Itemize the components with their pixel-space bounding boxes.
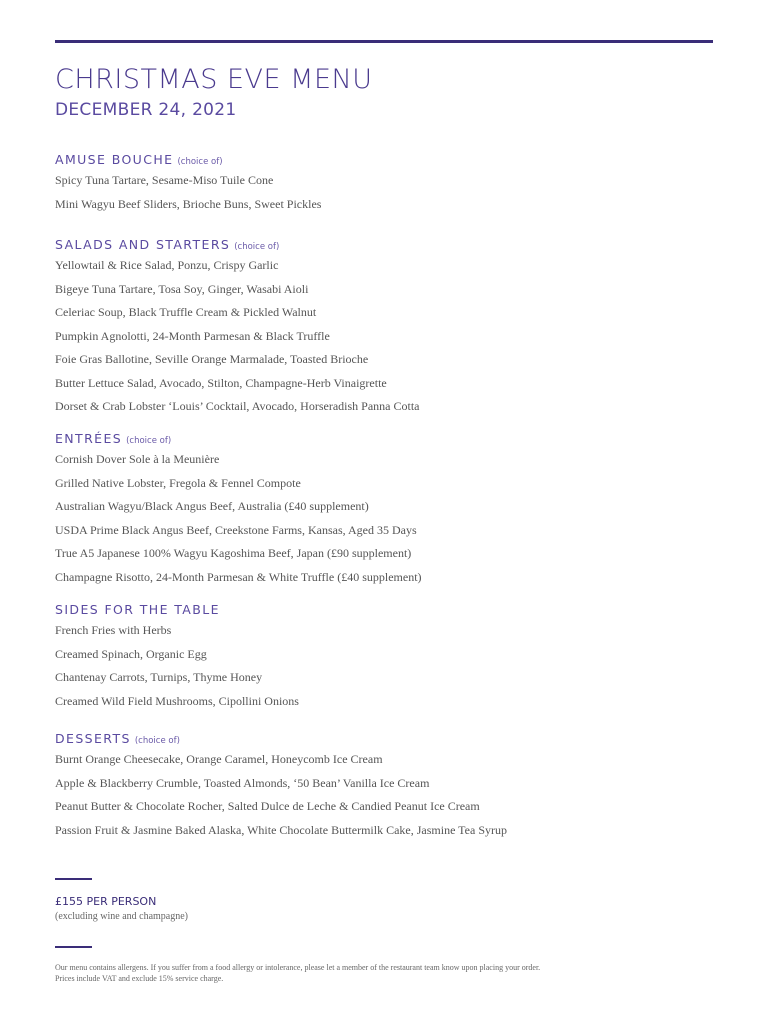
- section-amuse-bouche: [55, 151, 321, 218]
- section-note: (choice of): [177, 157, 223, 167]
- menu-item: Chantenay Carrots, Turnips, Thyme Honey: [55, 670, 263, 684]
- menu-item: USDA Prime Black Angus Beef, Creekstone Farms, Kansas, Aged 35 Days: [55, 522, 417, 537]
- menu-item: Bigeye Tuna Tartare, Tosa Soy, Ginger, Wasabi Aioli: [55, 281, 309, 296]
- menu-item: Dorset & Crab Lobster ‘Louis’ Cocktail, Avocado, Horseradish Panna Cotta: [55, 399, 420, 413]
- section-title: ENTRÉES: [55, 431, 123, 446]
- footer-divider: [55, 946, 92, 948]
- menu-item: Apple & Blackberry Crumble, Toasted Almonds, ‘50 Bean’ Vanilla Ice Cream: [55, 775, 430, 790]
- section-desserts: [55, 730, 507, 844]
- menu-title: CHRISTMAS EVE MENU: [55, 64, 373, 95]
- menu-item: Creamed Spinach, Organic Egg: [55, 646, 207, 661]
- menu-item: Butter Lettuce Salad, Avocado, Stilton, Champagne-Herb Vinaigrette: [55, 375, 387, 390]
- menu-item: Champagne Risotto, 24-Month Parmesan & White Truffle (£40 supplement): [55, 569, 422, 584]
- menu-item: Spicy Tuna Tartare, Sesame-Miso Tuile Cone: [55, 173, 274, 187]
- section-header: [55, 151, 321, 171]
- section-sides: [55, 601, 299, 715]
- menu-item: Pumpkin Agnolotti, 24-Month Parmesan & Black Truffle: [55, 328, 330, 343]
- section-note: (choice of): [134, 736, 180, 746]
- section-header: [55, 236, 419, 256]
- allergen-notice: Our menu contains allergens. If you suffer from a food allergy or intolerance, please let a member of the restaurant team know upon placing your order.: [55, 963, 541, 972]
- section-header: [55, 730, 507, 750]
- menu-date: DECEMBER 24, 2021: [55, 100, 237, 120]
- section-title: DESSERTS: [55, 731, 131, 746]
- section-title: AMUSE BOUCHE: [55, 152, 174, 167]
- menu-item: Creamed Wild Field Mushrooms, Cipollini Onions: [55, 693, 299, 708]
- price-divider: [55, 878, 92, 880]
- section-header: [55, 430, 422, 450]
- section-title: SIDES FOR THE TABLE: [55, 602, 220, 617]
- menu-item: Australian Wagyu/Black Angus Beef, Australia (£40 supplement): [55, 499, 369, 513]
- section-note: (choice of): [126, 436, 172, 446]
- price-per-person: £155 PER PERSON: [55, 895, 157, 908]
- menu-item: Burnt Orange Cheesecake, Orange Caramel, Honeycomb Ice Cream: [55, 752, 383, 766]
- menu-item: Cornish Dover Sole à la Meunière: [55, 452, 220, 466]
- menu-item: Peanut Butter & Chocolate Rocher, Salted Dulce de Leche & Candied Peanut Ice Cream: [55, 799, 480, 813]
- section-salads-starters: [55, 236, 419, 421]
- service-charge-notice: Prices include VAT and exclude 15% service charge.: [55, 974, 224, 983]
- menu-item: Passion Fruit & Jasmine Baked Alaska, White Chocolate Buttermilk Cake, Jasmine Tea Syrup: [55, 822, 507, 837]
- menu-item: French Fries with Herbs: [55, 623, 172, 637]
- section-entrees: [55, 430, 422, 591]
- menu-item: Grilled Native Lobster, Fregola & Fennel Compote: [55, 475, 301, 490]
- menu-item: True A5 Japanese 100% Wagyu Kagoshima Beef, Japan (£90 supplement): [55, 546, 412, 560]
- menu-item: Foie Gras Ballotine, Seville Orange Marmalade, Toasted Brioche: [55, 352, 369, 366]
- top-divider: [55, 40, 713, 43]
- section-header: [55, 601, 299, 621]
- section-title: SALADS AND STARTERS: [55, 237, 231, 252]
- menu-item: Celeriac Soup, Black Truffle Cream & Pickled Walnut: [55, 305, 317, 319]
- menu-item: Mini Wagyu Beef Sliders, Brioche Buns, Sweet Pickles: [55, 196, 322, 211]
- section-note: (choice of): [234, 242, 280, 252]
- price-note: (excluding wine and champagne): [55, 911, 189, 922]
- menu-item: Yellowtail & Rice Salad, Ponzu, Crispy Garlic: [55, 258, 279, 272]
